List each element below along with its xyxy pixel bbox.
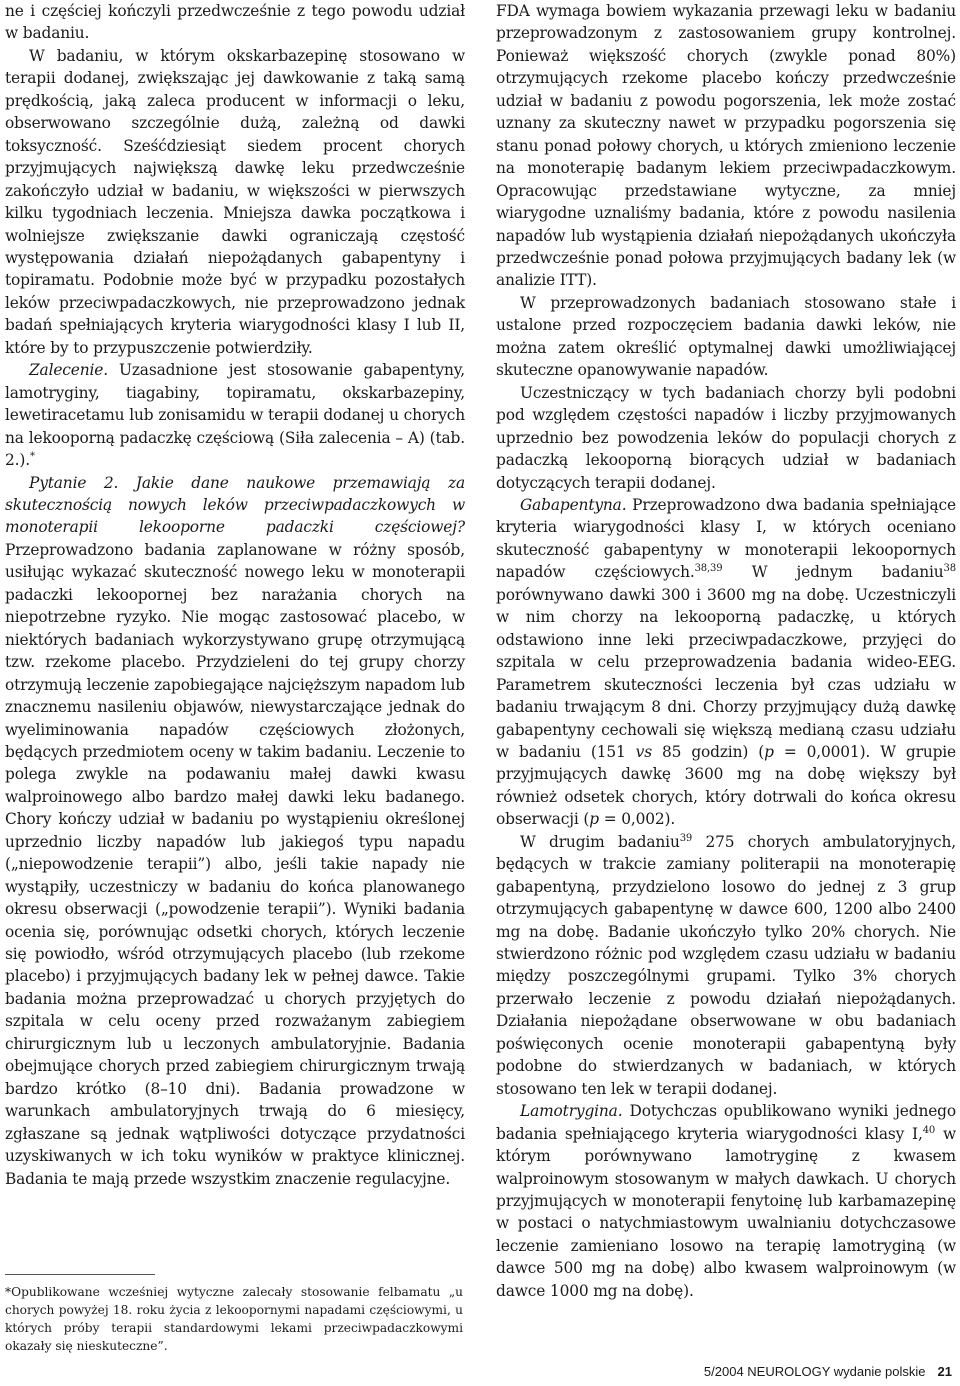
paragraph-text: = 0,002). — [603, 810, 676, 829]
paragraph-text: Przeprowadzono dwa badania spełniające kryteria wiarygodności klasy I, w których oceniano skuteczność gabapentyny w monoterapii lekoopornych napadów częściowych. — [496, 495, 956, 582]
paragraph-text: Uzasadnione jest stosowanie gabapentyny, lamotryginy, tiagabiny, topiramatu, okskarbazepiny, lewetiracetamu lub zonisamidu w terapii dodanej u chorych na lekooporną padaczkę częściową (Siła zalecenia – A) (tab. 2.). — [5, 361, 465, 470]
right-column — [496, 0, 956, 1302]
citation: 38,39 — [694, 563, 723, 575]
p-value-symbol: p — [764, 742, 774, 761]
paragraph — [5, 472, 465, 1191]
recommendation-label: Zalecenie. — [29, 361, 108, 380]
citation: 40 — [922, 1124, 936, 1136]
paragraph-text: = 0,0001). W grupie przyjmujących dawkę 3600 mg na dobę większy był również odsetek chorych, który dotrwali do końca okresu obserwacji ( — [496, 742, 957, 829]
footnote-rule — [5, 1274, 155, 1275]
paragraph — [496, 1100, 956, 1302]
paragraph-text: Przeprowadzono badania zaplanowane w różny sposób, usiłując wykazać skuteczność nowego leku w monoterapii padaczki lekoopornej bez narażania chorych na niepotrzebne ryzyko. Nie mogąc zastosować placebo, w niektórych badaniach wykorzystywano grupę otrzymującą tzw. rzekome placebo. Przydzieleni do tej grupy chorzy otrzymują leczenie zapobiegające najcięższym napadom lub znacznemu nasileniu objawów, niewystarczające jednak do wyeliminowania napadów częściowych złożonych, będących przedmiotem oceny w takim badaniu. Leczenie to polega zwykle na podawaniu małej dawki kwasu walproinowego albo bardzo małej dawki leku badanego. Chory kończy udział w badaniu po wystąpieniu określonej uprzednio liczby napadów lub jakiegoś typu napadu („niepowodzenie terapii”) albo, jeśli takie napady nie wystąpiły, uczestniczy w badaniu do końca planowanego okresu obserwacji („powodzenie terapii”). Wyniki badania ocenia się, porównując odsetki chorych, których leczenie się powiodło, wśród otrzymujących placebo (lub rzekome placebo) i przyjmujących badany lek w pełnej dawce. Takie badania można przeprowadzać u chorych przyjętych do szpitala w celu oceny przed rozważanym zabiegiem chirurgicznym lub u leczonych ambulatoryjnie. Badania obejmujące chorych przed zabiegiem chirurgicznym trwają bardzo krótko (8–10 dni). Badania prowadzone w warunkach ambulatoryjnych trwają do 6 miesięcy, zgłaszane są jednak wątpliwości dotyczące przydatności uzyskiwanych w ich toku wyników w praktyce klinicznej. Badania te mają przede wszystkim znaczenie regulacyjne. — [5, 540, 465, 1188]
paragraph-text: W drugim badaniu — [520, 832, 680, 851]
paragraph-text: porównywano dawki 300 i 3600 mg na dobę. Uczestniczyli w nim chorzy na lekooporną padaczkę, u których odstawiono inne leki przeciwpadaczkowe, przyjęci do szpitala w celu przeprowadzenia badania wideo-EEG. Parametrem skuteczności leczenia był czas udziału w badaniu trwającym 8 dni. Chorzy przyjmujący dużą dawkę gabapentyny cechowali się większą medianą czasu udziału w badaniu (151 — [496, 585, 956, 761]
paragraph-text: W jednym badaniu — [751, 563, 944, 582]
paragraph: Uczestniczący w tych badaniach chorzy byli podobni pod względem częstości napadów i liczby przyjmowanych uprzednio bez powodzenia leków do populacji chorych z padaczką lekooporną biorących udział w badaniach dotyczących terapii dodanej. — [496, 383, 956, 492]
page-number: 21 — [937, 1364, 952, 1379]
paragraph-text: w którym porównywano lamotryginę z kwasem walproinowym stosowanym w małych dawkach. U chorych przyjmujących w monoterapii fenytoinę lub karbamazepinę w postaci o natychmiastowym uwalnianiu dotychczasowe leczenie zamieniano losowo na terapię lamotryginą (w dawce 500 mg na dobę) albo kwasem walproinowym (w dawce 1000 mg na dobę). — [496, 1124, 956, 1300]
paragraph-text: 275 chorych ambulatoryjnych, będących w trakcie zamiany politerapii na monoterapię gabapentyną, przydzielono losowo do jednej z 3 grup otrzymujących gabapentynę w dawce 600, 1200 albo 2400 mg na dobę. Badanie ukończyło tylko 20% chorych. Nie stwierdzono różnic pod względem czasu udziału w badaniu między poszczególnymi grupami. Tylko 3% chorych przerwało leczenie z powodu działań niepożądanych. Działania niepożądane obserwowane w obu badaniach poświęconych ocenie monoterapii gabapentyną były podobne do stwierdzanych w badaniach, w których stosowano ten lek w terapii dodanej. — [496, 832, 957, 1098]
question-heading: Pytanie 2. Jakie dane naukowe przemawiają za skutecznością nowych leków przeciwpadaczkowych w monoterapii lekooporne padaczki częściowej? — [5, 473, 465, 537]
left-column — [5, 0, 465, 1190]
paragraph — [496, 494, 956, 831]
citation: 38 — [943, 563, 956, 575]
citation: 39 — [679, 832, 693, 844]
paragraph: FDA wymaga bowiem wykazania przewagi leku w badaniu przeprowadzonym z zastosowaniem grupy kontrolnej. Ponieważ większość chorych (zwykle ponad 80%) otrzymujących rzekome placebo kończy przedwcześnie udział w badaniu z powodu pogorszenia, lek może zostać uznany za skuteczny nawet w przypadku pogorszenia się stanu ponad połowy chorych, u których zmieniono leczenie na monoterapię badanym lekiem przeciwpadaczkowym. Opracowując przedstawiane wytyczne, za mniej wiarygodne uznaliśmy badania, które z powodu nasilenia napadów lub wystąpienia działań niepożądanych ukończyła przedwcześnie ponad połowa przyjmujących badany lek (w analizie ITT). — [496, 2, 956, 290]
paragraph-text: Dotychczas opublikowano wyniki jednego badania spełniającego kryteria wiarygodności klasy I, — [496, 1102, 956, 1143]
paragraph: ne i częściej kończyli przedwcześnie z tego powodu udział w badaniu. — [5, 2, 465, 43]
page-footer — [704, 1364, 952, 1379]
footnote-marker: * — [29, 450, 35, 462]
paragraph: W przeprowadzonych badaniach stosowano stałe i ustalone przed rozpoczęciem badania dawki leków, nie można zatem określić optymalnej dawki umożliwiającej skuteczne opanowywanie napadów. — [496, 293, 956, 380]
paragraph — [496, 831, 956, 1100]
vs-text: vs — [635, 742, 652, 761]
section-label-lamotrygina: Lamotrygina. — [520, 1102, 623, 1121]
section-label-gabapentyna: Gabapentyna. — [520, 495, 627, 514]
paragraph-text: 85 godzin) ( — [662, 742, 765, 761]
footnote: *Opublikowane wcześniej wytyczne zalecały stosowanie felbamatu „u chorych powyżej 18. roku życia z lekoopornymi napadami częściowymi, u których próby terapii standardowymi lekami przeciwpadaczkowymi okazały się nieskuteczne”. — [5, 1285, 463, 1353]
paragraph: W badaniu, w którym okskarbazepinę stosowano w terapii dodanej, zwiększając jej dawkowanie z taką samą prędkością, jaką zaleca producent w informacji o leku, obserwowano szczególnie dużą, zależną od dawki toksyczność. Sześćdziesiąt siedem procent chorych przyjmujących największą dawkę leku przedwcześnie zakończyło udział w badaniu, w większości w pierwszych kilku tygodniach leczenia. Mniejsza dawka początkowa i wolniejsze zwiększanie dawki ograniczają częstość występowania działań niepożądanych gabapentyny i topiramatu. Podobnie może być w przypadku pozostałych leków przeciwpadaczkowych, nie przeprowadzono jednak badań spełniających kryteria wiarygodności klasy I lub II, które by to przypuszczenie potwierdziły. — [5, 46, 465, 357]
paragraph — [5, 359, 465, 471]
p-value-symbol: p — [589, 810, 599, 829]
journal-name: 5/2004 NEUROLOGY wydanie polskie — [703, 1364, 926, 1379]
